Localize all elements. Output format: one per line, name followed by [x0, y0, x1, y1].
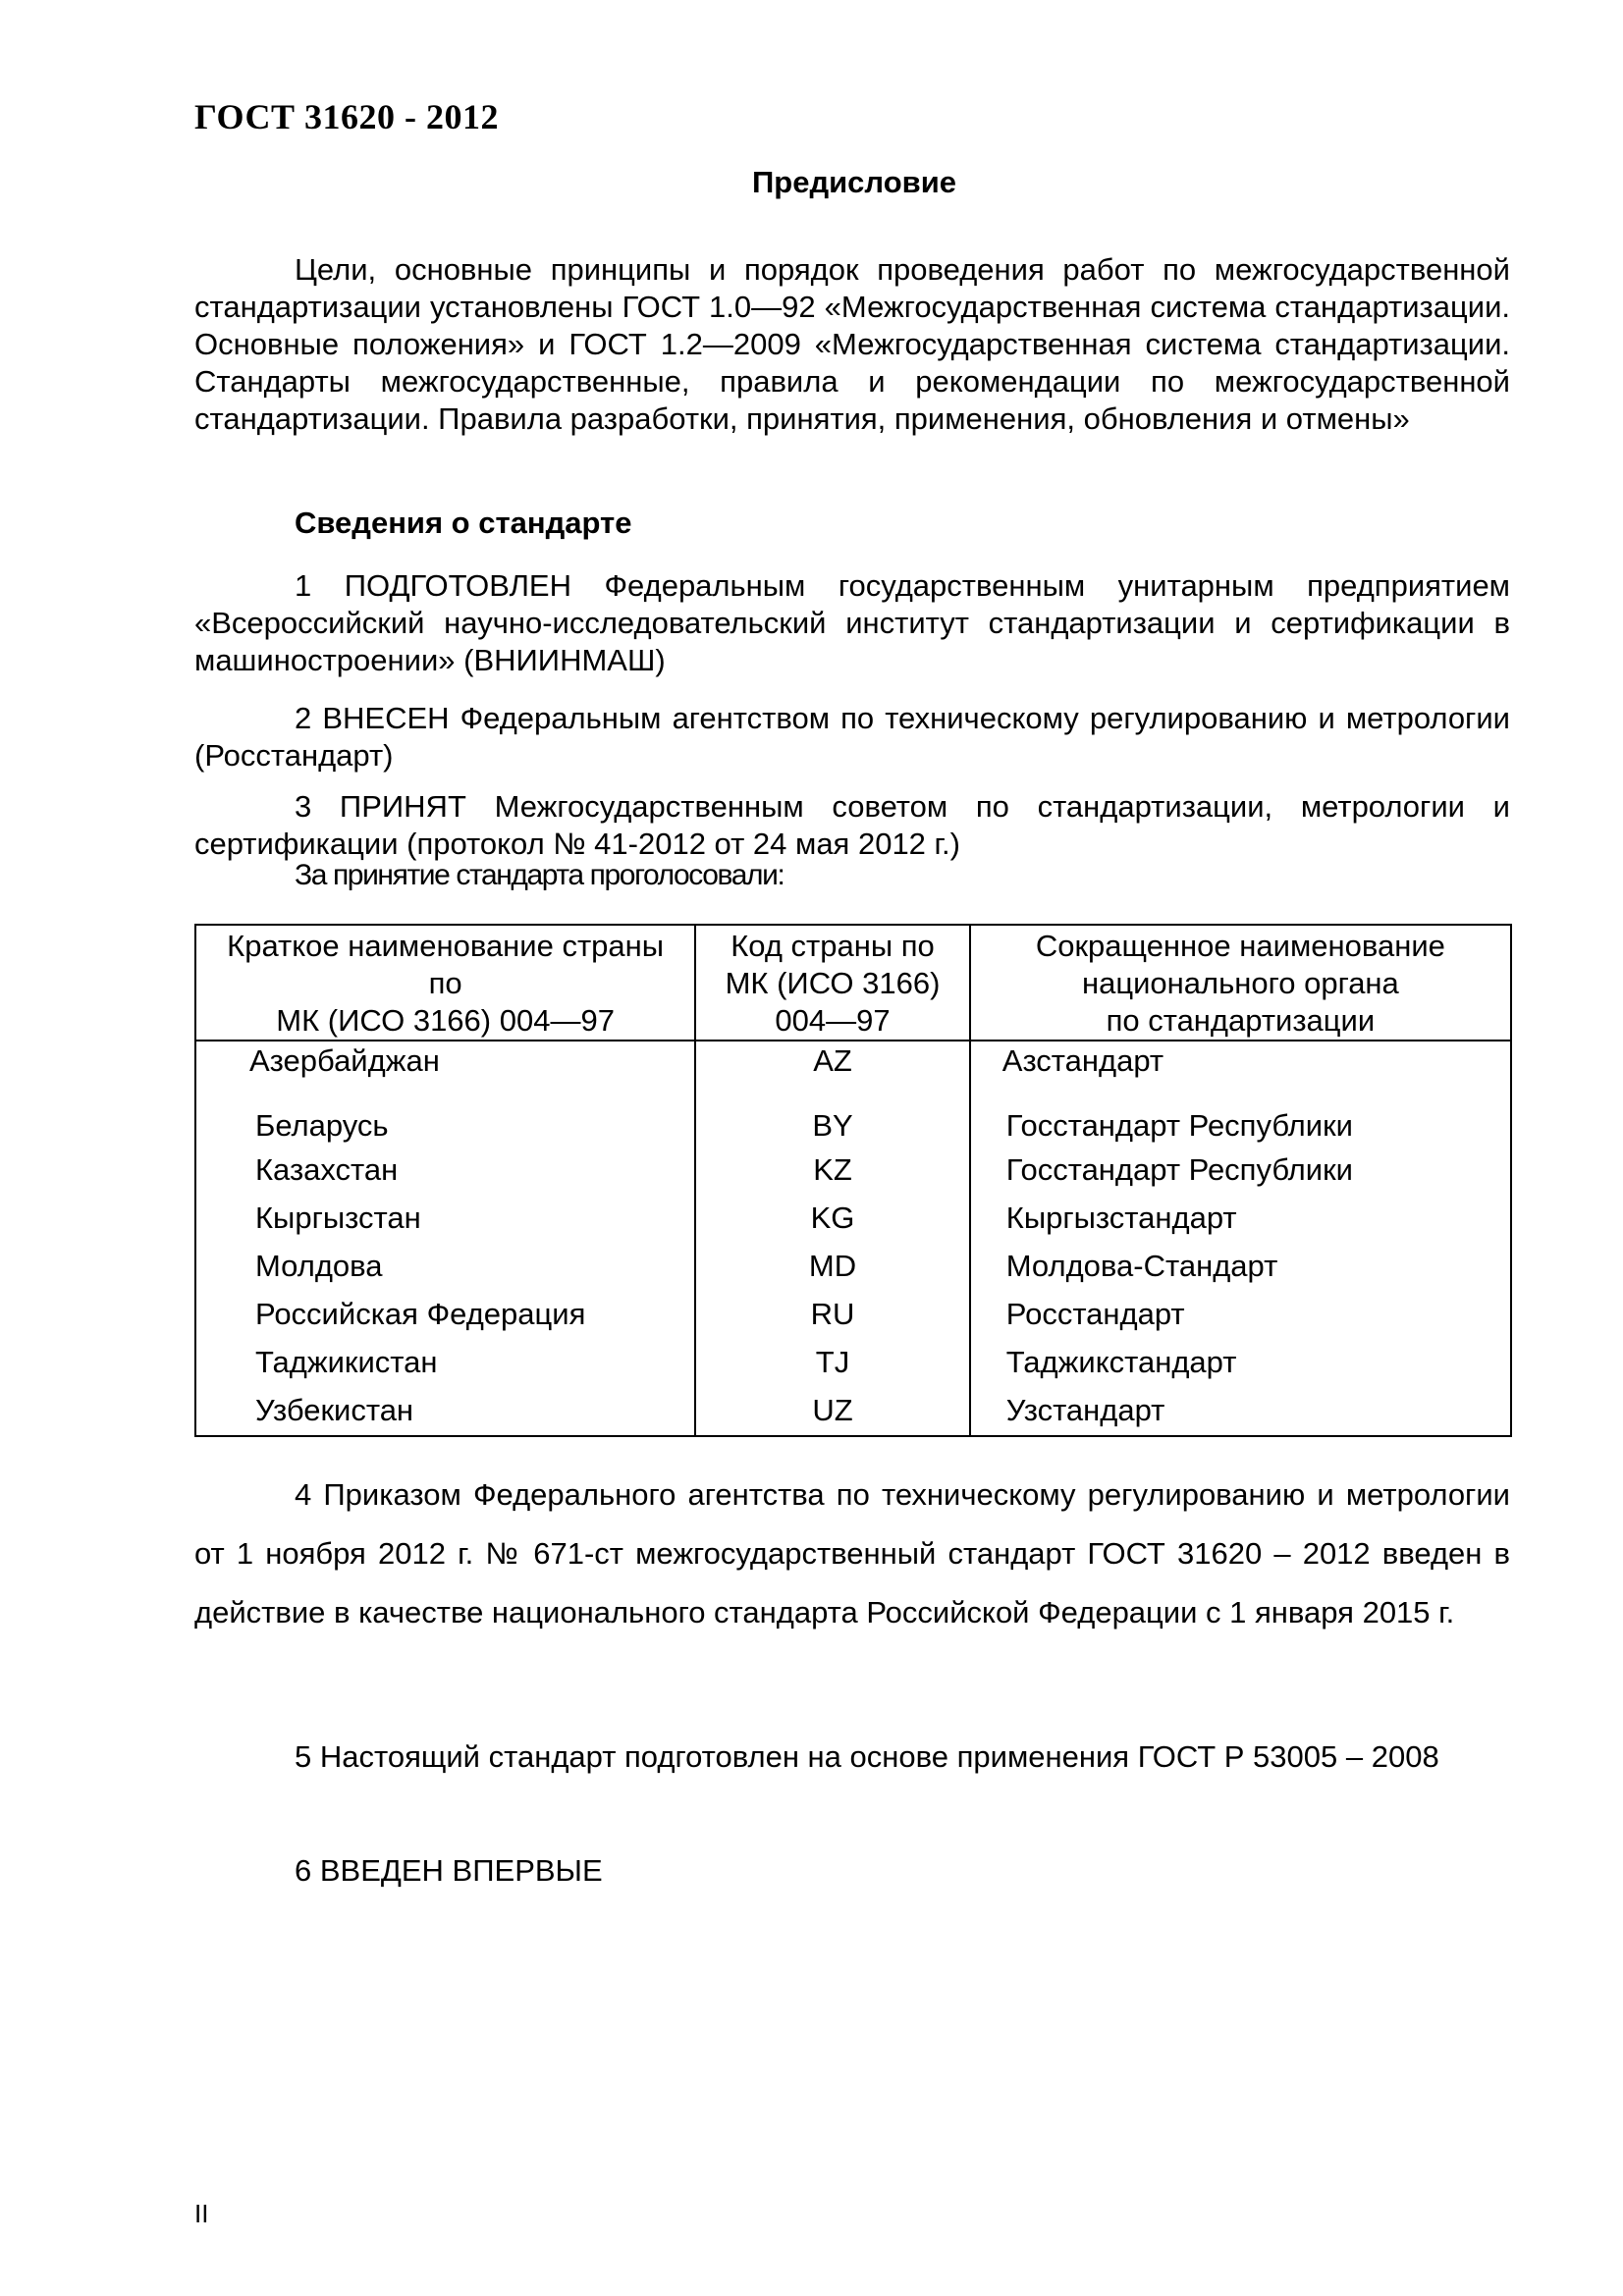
info-item-6-text: 6 ВВЕДЕН ВПЕРВЫЕ: [295, 1853, 603, 1888]
body-cell: Госстандарт Республики: [970, 1083, 1511, 1146]
info-item-6: [194, 1852, 1510, 1890]
info-item-4: [194, 1466, 1510, 1642]
body-cell: Молдова-Стандарт: [970, 1242, 1511, 1290]
table-row: [195, 1146, 1511, 1194]
country-cell: Азербайджан: [195, 1041, 695, 1083]
header-line: Сокращенное наименование: [1035, 929, 1445, 963]
body-cell: Азстандарт: [970, 1041, 1511, 1083]
code-cell: MD: [695, 1242, 970, 1290]
info-item-1-text: 1 ПОДГОТОВЛЕН Федеральным государственным унитарным предприятием «Всероссийский научно-исследовательский институт стандартизации и сертификации в машиностроении» (ВНИИНМАШ): [194, 568, 1510, 677]
info-item-5-text: 5 Настоящий стандарт подготовлен на основе применения ГОСТ Р 53005 – 2008: [295, 1739, 1439, 1774]
header-line: национального органа: [1081, 966, 1399, 1000]
table-row: [195, 1290, 1511, 1338]
header-line: по: [428, 966, 462, 1000]
table-row: [195, 1194, 1511, 1242]
info-item-5: [194, 1738, 1510, 1776]
country-cell: Кыргызстан: [195, 1194, 695, 1242]
country-cell: Беларусь: [195, 1083, 695, 1146]
standard-header: ГОСТ 31620 - 2012: [194, 97, 499, 136]
body-cell: Узстандарт: [970, 1386, 1511, 1436]
table-header-row: [195, 925, 1511, 1041]
info-item-4-text: 4 Приказом Федерального агентства по техническому регулированию и метрологии от 1 ноября 2012 г. № 671-ст межгосударственный стандарт ГОСТ 31620 – 2012 введен в действие в качестве национального стандарта Российской Федерации с 1 января 2015 г.: [194, 1477, 1510, 1629]
header-country-code: [695, 925, 970, 1041]
preface-intro: [194, 251, 1510, 438]
code-cell: TJ: [695, 1338, 970, 1386]
info-title: Сведения о стандарте: [295, 506, 632, 540]
header-line: МК (ИСО 3166) 004—97: [276, 1003, 615, 1038]
code-cell: AZ: [695, 1041, 970, 1083]
country-cell: Российская Федерация: [195, 1290, 695, 1338]
body-cell: Кыргызстандарт: [970, 1194, 1511, 1242]
code-cell: KG: [695, 1194, 970, 1242]
country-cell: Казахстан: [195, 1146, 695, 1194]
body-cell: Госстандарт Республики: [970, 1146, 1511, 1194]
code-cell: BY: [695, 1083, 970, 1146]
header-line: Код страны по: [730, 929, 935, 963]
table-row: [195, 1083, 1511, 1146]
code-cell: UZ: [695, 1386, 970, 1436]
table-row: [195, 1386, 1511, 1436]
info-item-2-text: 2 ВНЕСЕН Федеральным агентством по техническому регулированию и метрологии (Росстандарт): [194, 701, 1510, 773]
header-line: Краткое наименование страны: [227, 929, 665, 963]
voted-note: За принятие стандарта проголосовали:: [295, 859, 784, 891]
header-country-name: [195, 925, 695, 1041]
country-cell: Таджикистан: [195, 1338, 695, 1386]
code-cell: KZ: [695, 1146, 970, 1194]
header-line: 004—97: [775, 1003, 891, 1038]
info-item-2: [194, 700, 1510, 774]
body-cell: Росстандарт: [970, 1290, 1511, 1338]
header-line: МК (ИСО 3166): [725, 966, 941, 1000]
header-line: по стандартизации: [1106, 1003, 1376, 1038]
table-row: [195, 1338, 1511, 1386]
body-cell: Таджикстандарт: [970, 1338, 1511, 1386]
header-national-body: [970, 925, 1511, 1041]
info-item-1: [194, 567, 1510, 679]
table-row: [195, 1041, 1511, 1083]
country-cell: Узбекистан: [195, 1386, 695, 1436]
info-item-3-text: 3 ПРИНЯТ Межгосударственным советом по стандартизации, метрологии и сертификации (протокол № 41-2012 от 24 мая 2012 г.): [194, 789, 1510, 861]
table-row: [195, 1242, 1511, 1290]
preface-intro-text: Цели, основные принципы и порядок проведения работ по межгосударственной стандартизации установлены ГОСТ 1.0—92 «Межгосударственная система стандартизации. Основные положения» и ГОСТ 1.2—2009 «Межгосударственная система стандартизации. Стандарты межгосударственные, правила и рекомендации по межгосударственной стандартизации. Правила разработки, принятия, применения, обновления и отмены»: [194, 252, 1510, 436]
info-item-3: [194, 788, 1510, 863]
country-cell: Молдова: [195, 1242, 695, 1290]
preface-title: Предисловие: [751, 165, 956, 199]
voting-countries-table: [194, 924, 1512, 1437]
page-number: II: [194, 2199, 209, 2228]
code-cell: RU: [695, 1290, 970, 1338]
